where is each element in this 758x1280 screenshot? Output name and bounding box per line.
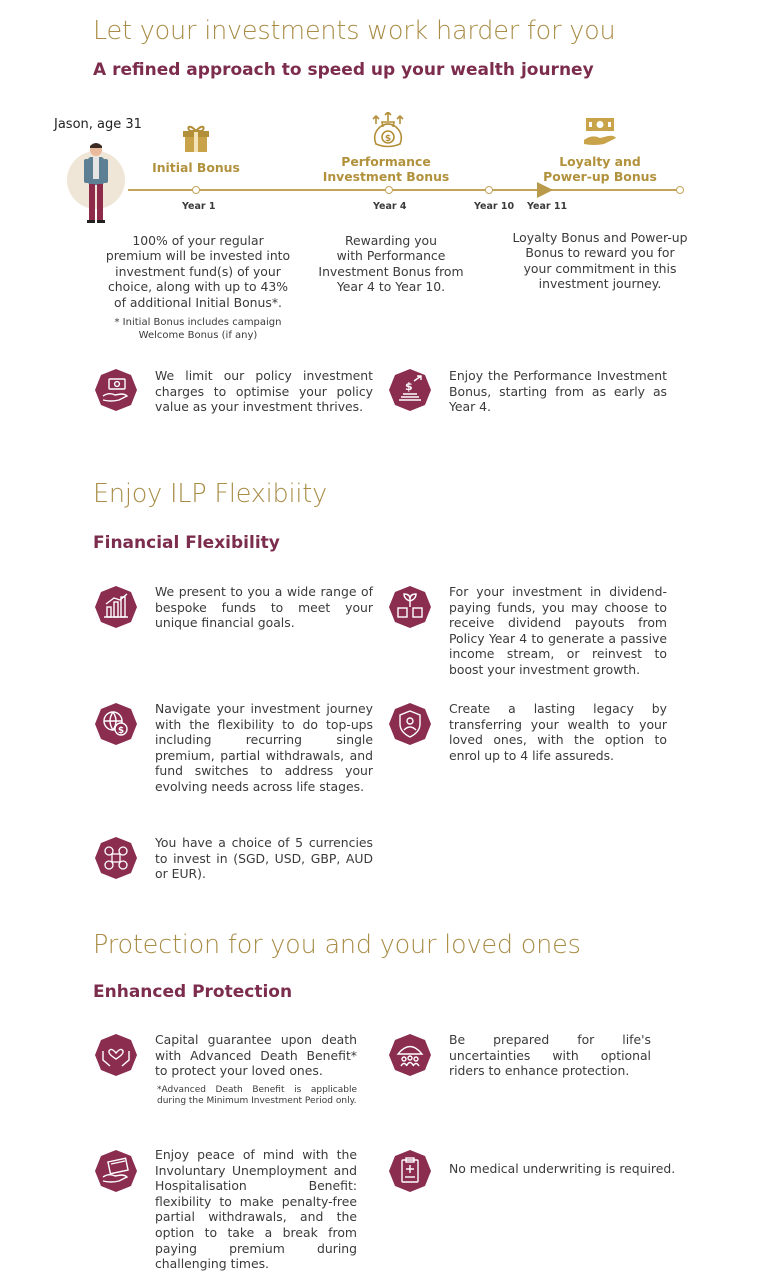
- feature-footnote: *Advanced Death Benefit is applicable during the Minimum Investment Period only.: [157, 1085, 357, 1107]
- feature-text: Create a lasting legacy by transferring your wealth to your loved ones, with the option to enrol up to 4 life assureds.: [449, 701, 667, 763]
- timeline-dot: [676, 186, 684, 194]
- persona-label: Jason, age 31: [54, 117, 142, 132]
- svg-text:$: $: [384, 134, 392, 144]
- timeline-arrow-icon: [537, 182, 553, 198]
- initial-bonus-footnote: * Initial Bonus includes campaign Welcome Bonus (if any): [114, 317, 282, 341]
- shield-person-icon: [388, 702, 432, 746]
- feature-text: No medical underwriting is required.: [449, 1161, 676, 1176]
- timeline-dot: [485, 186, 493, 194]
- section3-title: Protection for you and your loved ones: [93, 930, 581, 960]
- cash-hand-icon: [582, 116, 618, 148]
- year-label: Year 4: [373, 201, 407, 212]
- timeline-dot: [192, 186, 200, 194]
- medical-clipboard-icon: [388, 1149, 432, 1193]
- bar-chart-icon: [94, 585, 138, 629]
- feature-text: Enjoy the Performance Investment Bonus, starting from as early as Year 4.: [449, 368, 667, 415]
- timeline-line: [128, 189, 682, 191]
- year-label: Year 10: [474, 201, 515, 212]
- feature-text: For your investment in dividend-paying funds, you may choose to receive dividend payouts from Policy Year 4 to generate a passive income stream, or reinvest to boost your investment growth.: [449, 584, 667, 677]
- gift-icon: [182, 124, 210, 154]
- svg-text:$: $: [117, 726, 125, 736]
- section3-subtitle: Enhanced Protection: [93, 982, 293, 1002]
- section1-subtitle: A refined approach to speed up your wealth journey: [93, 60, 594, 80]
- heart-hands-icon: [94, 1033, 138, 1077]
- section1-title: Let your investments work harder for you: [93, 16, 616, 46]
- milestone-loyalty-line1: Loyalty and: [559, 154, 641, 169]
- milestone-performance-line2: Investment Bonus: [322, 169, 450, 184]
- feature-text: You have a choice of 5 currencies to invest in (SGD, USD, GBP, AUD or EUR).: [155, 835, 373, 882]
- feature-text: Navigate your investment journey with the flexibility to do top-ups including recurring single premium, partial withdrawals, and fund switches to address your evolving needs across life stages.: [155, 701, 373, 794]
- section2-title: Enjoy ILP Flexibiity: [93, 479, 327, 509]
- loyalty-bonus-description: Loyalty Bonus and Power-up Bonus to reward you for your commitment in this investment journey.: [512, 230, 688, 292]
- feature-text: Be prepared for life's uncertainties with optional riders to enhance protection.: [449, 1032, 651, 1079]
- feature-text: We present to you a wide range of bespoke funds to meet your unique financial goals.: [155, 584, 373, 631]
- dividend-plant-icon: [388, 585, 432, 629]
- person-illustration: [66, 137, 128, 227]
- year-label: Year 1: [182, 201, 216, 212]
- svg-text:$: $: [405, 380, 413, 393]
- performance-bonus-description: Rewarding you with Performance Investment Bonus from Year 4 to Year 10.: [318, 233, 464, 295]
- feature-text: Capital guarantee upon death with Advanced Death Benefit* to protect your loved ones.: [155, 1032, 357, 1079]
- milestone-initial-bonus: Initial Bonus: [152, 160, 240, 175]
- currencies-icon: [94, 836, 138, 880]
- initial-bonus-description: 100% of your regular premium will be invested into investment fund(s) of your choice, along with up to 43% of additional Initial Bonus*.: [105, 233, 291, 310]
- coins-growth-icon: [388, 368, 432, 412]
- section2-subtitle: Financial Flexibility: [93, 533, 280, 553]
- globe-dollar-icon: [94, 702, 138, 746]
- card-hand-icon: [94, 1149, 138, 1193]
- umbrella-family-icon: [388, 1033, 432, 1077]
- money-hand-icon: [94, 368, 138, 412]
- milestone-loyalty-line2: Power-up Bonus: [543, 169, 657, 184]
- money-bag-growth-icon: [368, 112, 408, 150]
- milestone-performance-line1: Performance: [341, 154, 431, 169]
- timeline-dot: [385, 186, 393, 194]
- feature-text: Enjoy peace of mind with the Involuntary Unemployment and Hospitalisation Benefit: flexibility to make penalty-free partial withdrawals, and the option to take a break from paying premium during challenging times.: [155, 1147, 357, 1272]
- feature-text: We limit our policy investment charges to optimise your policy value as your investment thrives.: [155, 368, 373, 415]
- year-label: Year 11: [527, 201, 568, 212]
